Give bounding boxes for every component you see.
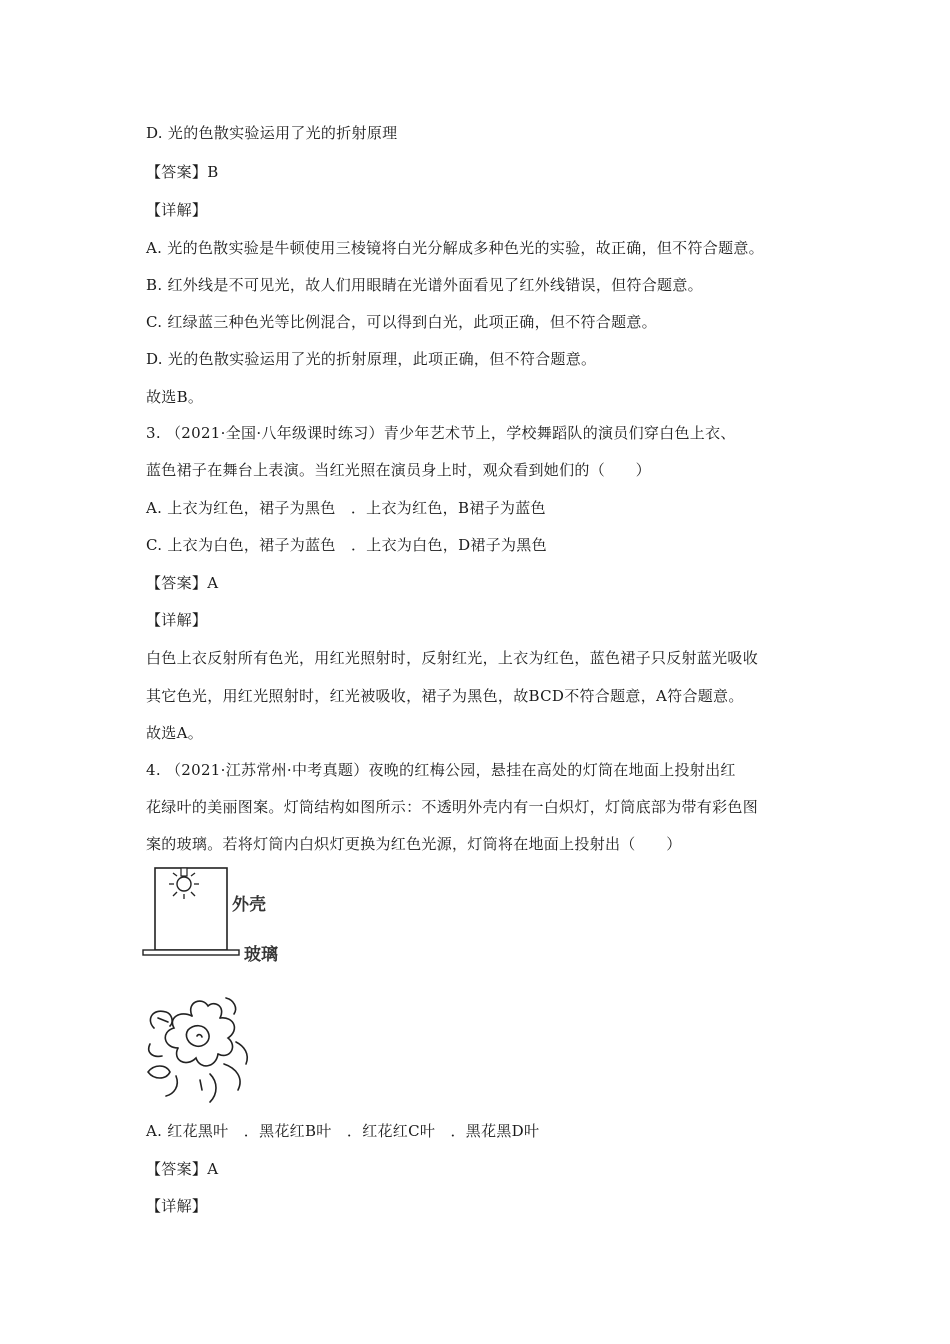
question-3-line2: 蓝色裙子在舞台上表演。当红光照在演员身上时，观众看到她们的（ ） [146,461,651,479]
question-3-line1: 3. （2021·全国·八年级课时练习）青少年艺术节上，学校舞蹈队的演员们穿白色上衣、 [146,424,736,442]
explanation-c: C. 红绿蓝三种色光等比例混合，可以得到白光，此项正确，但不符合题意。 [146,313,657,331]
answer-label: 【答案】B [146,163,219,181]
explanation-a: A. 光的色散实验是牛顿使用三棱镜将白光分解成多种色光的实验，故正确，但不符合题意。 [146,239,764,257]
explanation-label: 【详解】 [146,201,208,219]
glass-label: 玻璃 [244,945,278,965]
explanation-d: D. 光的色散实验运用了光的折射原理，此项正确，但不符合题意。 [146,350,597,368]
option-d-text: D. 光的色散实验运用了光的折射原理 [146,124,398,142]
question-4-options: A. 红花黑叶 ．黑花红B叶 ．红花红C叶 ．黑花黑D叶 [146,1122,540,1140]
shell-label: 外壳 [232,895,266,915]
explanation-label: 【详解】 [146,1197,208,1215]
lamp-diagram [140,864,300,974]
explanation-label: 【详解】 [146,611,208,629]
question-4-line3: 案的玻璃。若将灯筒内白炽灯更换为红色光源，灯筒将在地面上投射出（ ） [146,835,682,853]
explanation-para1: 白色上衣反射所有色光，用红光照射时，反射红光，上衣为红色，蓝色裙子只反射蓝光吸收 [146,649,759,667]
question-4-line2: 花绿叶的美丽图案。灯筒结构如图所示：不透明外壳内有一白炽灯，灯筒底部为带有彩色图 [146,798,759,816]
flower-pattern [140,994,255,1114]
question-3-options-cd: C. 上衣为白色，裙子为蓝色 ．上衣为白色，D裙子为黑色 [146,536,547,554]
flower-drawing [140,994,255,1114]
explanation-b: B. 红外线是不可见光，故人们用眼睛在光谱外面看见了红外线错误，但符合题意。 [146,276,703,294]
question-3-options-ab: A. 上衣为红色，裙子为黑色 ．上衣为红色，B裙子为蓝色 [146,499,546,517]
choice-conclusion: 故选B。 [146,388,204,406]
answer-label: 【答案】A [146,1160,219,1178]
question-4-line1: 4. （2021·江苏常州·中考真题）夜晚的红梅公园，悬挂在高处的灯筒在地面上投射出红 [146,761,736,779]
explanation-para2: 其它色光，用红光照射时，红光被吸收，裙子为黑色，故BCD不符合题意，A符合题意。 [146,687,744,705]
answer-label: 【答案】A [146,574,219,592]
choice-conclusion: 故选A。 [146,724,204,742]
